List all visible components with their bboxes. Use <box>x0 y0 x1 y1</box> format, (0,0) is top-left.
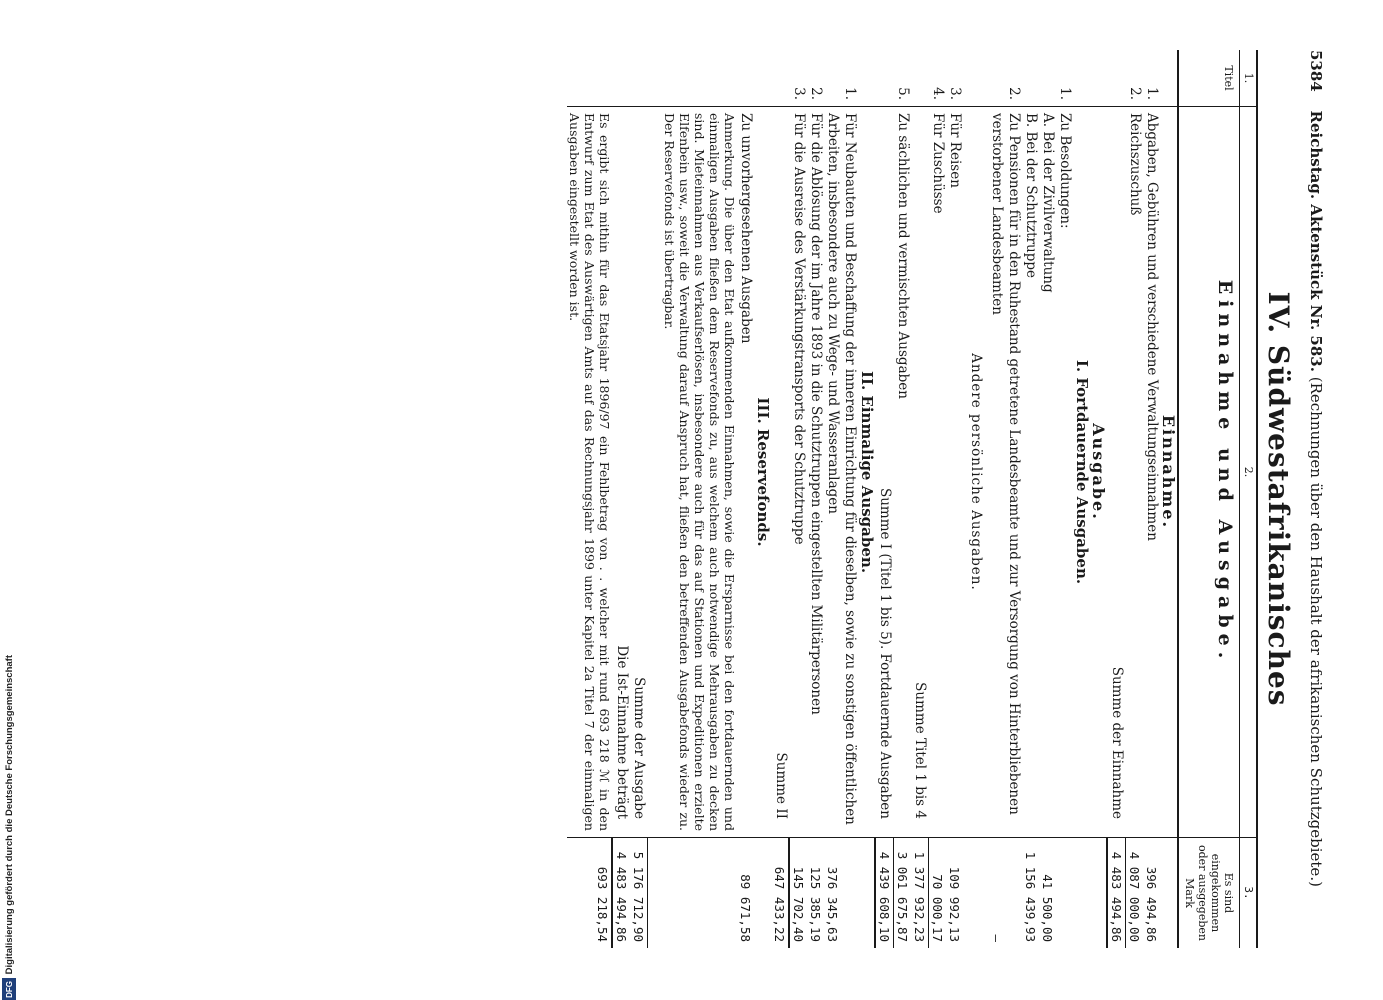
conclusion-text: Es ergibt sich mithin für das Etatsjahr 1896/97 ein Fehlbetrag von . . welcher mit rund 693 218 ℳ in den Entwurf zum Etat des Auswärtigen Amts auf das Rechnungsjahr 1899 unter Kapitel 2a Titel 7 der einmaligen Ausgaben eingestellt worden ist. <box>567 107 612 838</box>
logo-text: DFG <box>4 980 14 998</box>
row-number: 2. <box>1127 87 1143 100</box>
einnahme-sum-row <box>1107 50 1126 948</box>
row-amount: 109 992,13 <box>946 838 963 949</box>
row-amount: 4 087 000,00 <box>1126 838 1144 949</box>
row-text: Für die Ablösung der im Jahre 1893 in die Schutztruppen eingestellten Militärpersonen <box>807 107 824 838</box>
table-row <box>737 50 754 948</box>
page-number: 5384 <box>1307 50 1325 92</box>
ausgabe-heading: Ausgabe. <box>1090 107 1107 838</box>
table-row <box>1039 50 1056 948</box>
table-row <box>929 50 947 948</box>
table-row <box>1056 50 1073 948</box>
row-text: Für Zuschüsse <box>929 107 947 838</box>
einnahme-heading: Einnahme. <box>1160 107 1178 838</box>
row-amount: 125 385,19 <box>807 838 824 949</box>
sum-label: Die Ist-Einnahme beträgt <box>612 107 630 838</box>
column-title-header <box>1178 50 1257 107</box>
row-amount: 70 000,17 <box>929 838 947 949</box>
column-number: 3. <box>1239 838 1256 948</box>
row-amount: 145 702,40 <box>789 838 807 949</box>
table-row <box>789 50 807 948</box>
funding-credit: Digitalisierung gefördert durch die Deutsche Forschungsgemeinschaft <box>3 654 15 974</box>
row-number: 3. <box>791 87 807 100</box>
sum-label: Summe I (Titel 1 bis 5). Fortdauernde Ausgaben <box>875 107 894 838</box>
column-description-header <box>1178 107 1257 838</box>
row-text: Für Reisen <box>946 107 963 838</box>
column-number: 2. <box>1239 107 1256 837</box>
row-amount: 89 671,58 <box>737 838 754 949</box>
column-label: Es sind eingekommen oder ausgegeben Mark <box>1183 845 1235 941</box>
table-row <box>894 50 912 948</box>
header-reference: Reichstag. Aktenstück Nr. 583. <box>1307 110 1325 372</box>
conclusion-row <box>567 50 612 948</box>
page-header <box>1304 50 1328 948</box>
sum-label: Summe Titel 1 bis 4 <box>911 107 929 838</box>
note-row <box>662 50 737 948</box>
row-amount: 1 156 439,93 <box>1022 838 1039 949</box>
sum-label: Summe II <box>771 107 789 838</box>
row-text: A. Bei der Zivilverwaltung <box>1039 107 1056 838</box>
reserve-note: Anmerkung. Die über den Etat aufkommenden Einnahmen, sowie die Ersparnisse bei den fortdauernden und einmaligen Ausgaben fließen dem Reservefonds zu, aus welchem auch notwendige Mehrausgaben zu decken sind. Mieteinnahmen aus Verkaufserlösen, insbesondere auch für das auf Stationen und Expeditionen erzielte Elfenbein usw., soweit die Verwaltung darauf Anspruch hat, fließen den betreffenden Ausgabefonds wieder zu. Der Reservefonds ist übertragbar. <box>662 107 737 838</box>
row-number: 4. <box>930 87 946 100</box>
row-text: Für Neubauten und Beschaffung der inneren Einrichtung für dieselben, sowie zu sonstigen öffentlichen Arbeiten, insbesondere auch zu Wege- und Wasseranlagen <box>824 107 858 838</box>
table-row <box>946 50 963 948</box>
row-text: Zu sächlichen und vermischten Ausgaben <box>894 107 912 838</box>
part2-sum-row <box>771 50 789 948</box>
table-row <box>807 50 824 948</box>
column-label: Titel <box>1222 65 1235 91</box>
subtotal-row <box>911 50 929 948</box>
sum-amount: 4 439 608,10 <box>875 838 894 949</box>
sum-amount: 4 483 494,86 <box>612 838 630 949</box>
section-title: IV. Südwestafrikanisches <box>1262 291 1295 707</box>
table-header-row <box>1178 50 1257 948</box>
part1-heading: I. Fortdauernde Ausgaben. <box>1073 107 1090 838</box>
table-row <box>1126 50 1144 948</box>
row-amount: 41 500,00 <box>1039 838 1056 949</box>
row-text: Für die Ausreise des Verstärkungstransports der Schutztruppe <box>789 107 807 838</box>
row-number: 5. <box>895 87 911 100</box>
row-text: Zu unvorhergesehenen Ausgaben <box>737 107 754 838</box>
table-row <box>988 50 1022 948</box>
column-label: Einnahme und Ausgabe. <box>1214 279 1236 665</box>
part2-heading: II. Einmalige Ausgaben. <box>858 107 875 838</box>
conclusion-amount: 693 218,54 <box>567 838 612 949</box>
row-number: 3. <box>947 87 963 100</box>
header-subject: (Rechnungen über den Haushalt der afrikanischen Schutzgebiete.) <box>1307 376 1325 887</box>
ausgabe-heading-row <box>1090 50 1107 948</box>
sum-label: Summe der Einnahme <box>1107 107 1126 838</box>
sum-label: Summe der Ausgabe <box>630 107 648 838</box>
row-text: Abgaben, Gebühren und verschiedene Verwaltungseinnahmen <box>1143 107 1160 838</box>
table-row <box>1022 50 1039 948</box>
einnahme-heading-row <box>1160 50 1178 948</box>
sum-amount: 5 176 712,90 <box>630 838 648 949</box>
table-row <box>824 50 858 948</box>
subheading-row <box>963 50 988 948</box>
funding-credit-sidebar <box>0 605 18 1000</box>
row-amount: — <box>988 838 1022 949</box>
part3-heading: III. Reservefonds. <box>754 107 771 838</box>
other-personal-heading: Andere persönliche Ausgaben. <box>963 107 988 838</box>
sum-amount: 4 483 494,86 <box>1107 838 1126 949</box>
sum-amount: 1 377 932,23 <box>911 838 929 949</box>
row-number: 1. <box>1057 87 1073 100</box>
row-number: 1. <box>842 87 858 100</box>
table-row <box>1143 50 1160 948</box>
row-number: 1. <box>1144 87 1160 100</box>
row-amount: 376 345,63 <box>824 838 858 949</box>
part1-heading-row <box>1073 50 1090 948</box>
part1-sum-row <box>875 50 894 948</box>
column-number: 1. <box>1239 50 1256 106</box>
row-text: B. Bei der Schutztruppe <box>1022 107 1039 838</box>
row-amount: 3 061 675,87 <box>894 838 912 949</box>
budget-table <box>567 50 1258 948</box>
row-text: Reichszuschuß <box>1126 107 1144 838</box>
row-text: Zu Pensionen für in den Ruhestand getretene Landesbeamte und zur Versorgung von Hinterbliebenen verstorbener Landesbeamten <box>988 107 1022 838</box>
part2-heading-row <box>858 50 875 948</box>
row-number: 2. <box>808 87 824 100</box>
total-row <box>630 50 648 948</box>
row-number: 2. <box>1006 87 1022 100</box>
column-amount-header <box>1178 838 1257 949</box>
part3-heading-row <box>754 50 771 948</box>
ist-einnahme-row <box>612 50 630 948</box>
row-text: Zu Besoldungen: <box>1056 107 1073 838</box>
sum-amount: 647 433,22 <box>771 838 789 949</box>
dfg-logo-icon <box>2 978 16 1000</box>
row-amount: 396 494,86 <box>1143 838 1160 949</box>
